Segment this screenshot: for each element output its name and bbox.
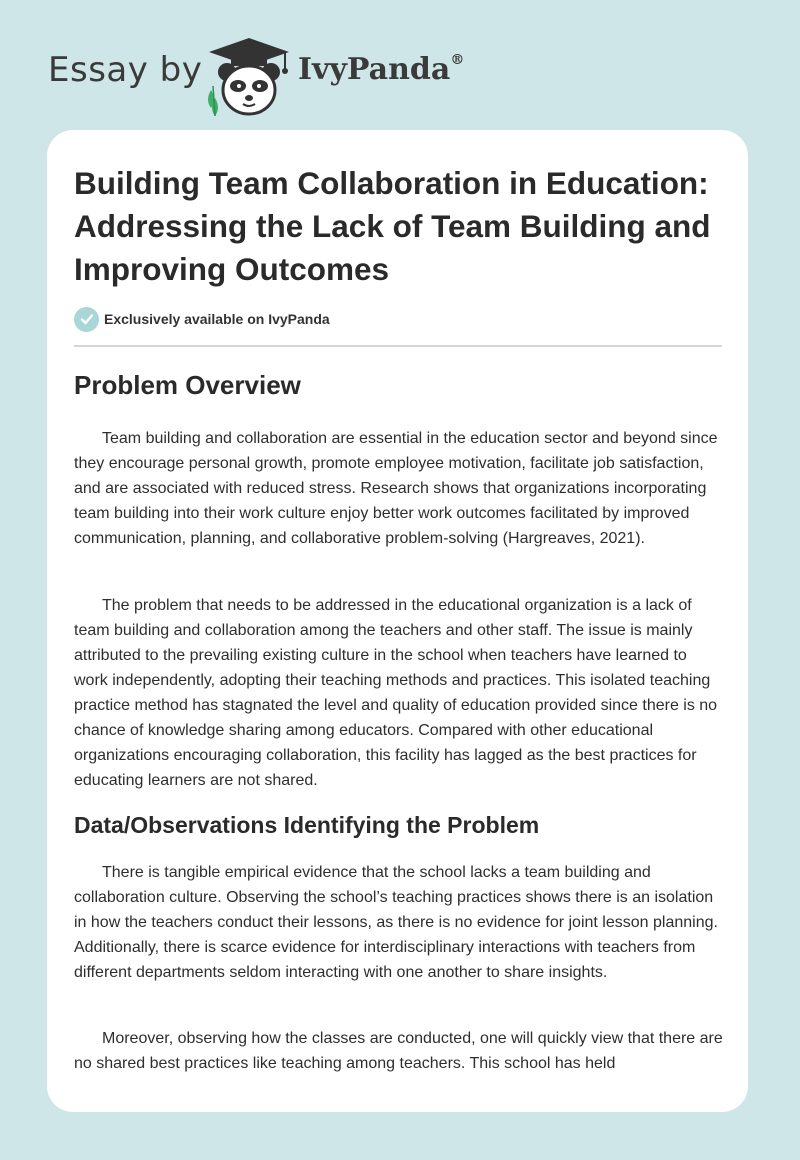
page-title: Building Team Collaboration in Education: Addressing the Lack of Team Building and Improving Outcomes bbox=[74, 165, 711, 287]
essay-card bbox=[47, 130, 748, 1112]
registered-mark: ® bbox=[450, 52, 465, 68]
exclusive-badge bbox=[74, 306, 330, 332]
check-icon bbox=[74, 307, 99, 332]
divider bbox=[74, 345, 722, 347]
paragraph: Team building and collaboration are essential in the education sector and beyond since they encourage personal growth, promote employee motivation, facilitate job satisfaction, and are associated with reduced stress. Research shows that organizations incorporating team building into their work culture enjoy better work outcomes facilitated by improved communication, planning, and collaborative problem-solving (Hargreaves, 2021). bbox=[74, 430, 718, 547]
site-header bbox=[48, 28, 548, 118]
section-heading: Data/Observations Identifying the Problem bbox=[74, 812, 540, 838]
paragraph: Moreover, observing how the classes are conducted, one will quickly view that there are no shared best practices like teaching among teachers. This school has held bbox=[74, 1030, 723, 1072]
paragraph: The problem that needs to be addressed in the educational organization is a lack of team building and collaboration among the teachers and other staff. The issue is mainly attributed to the prevailing existing culture in the school when teachers have learned to work independently, adopting their teaching methods and practices. This isolated teaching practice method has stagnated the level and quality of education provided since there is no chance of knowledge sharing among educators. Compared with other educational organizations encouraging collaboration, this facility has lagged as the best practices for educating learners are not shared. bbox=[74, 597, 718, 789]
paragraph: There is tangible empirical evidence that the school lacks a team building and collaboration culture. Observing the school’s teaching practices shows there is an isolation in how the teachers conduct their lessons, as there is no evidence for joint lesson planning. Additionally, there is scarce evidence for interdisciplinary interactions with teachers from different departments seldom interacting with one another to share insights. bbox=[74, 864, 718, 981]
essay-by-label: Essay by bbox=[48, 50, 203, 90]
exclusive-badge-label: Exclusively available on IvyPanda bbox=[104, 311, 330, 327]
brand-name[interactable]: IvyPanda® bbox=[298, 52, 465, 87]
section-heading: Problem Overview bbox=[74, 370, 301, 400]
ivypanda-logo-icon[interactable] bbox=[203, 36, 295, 118]
